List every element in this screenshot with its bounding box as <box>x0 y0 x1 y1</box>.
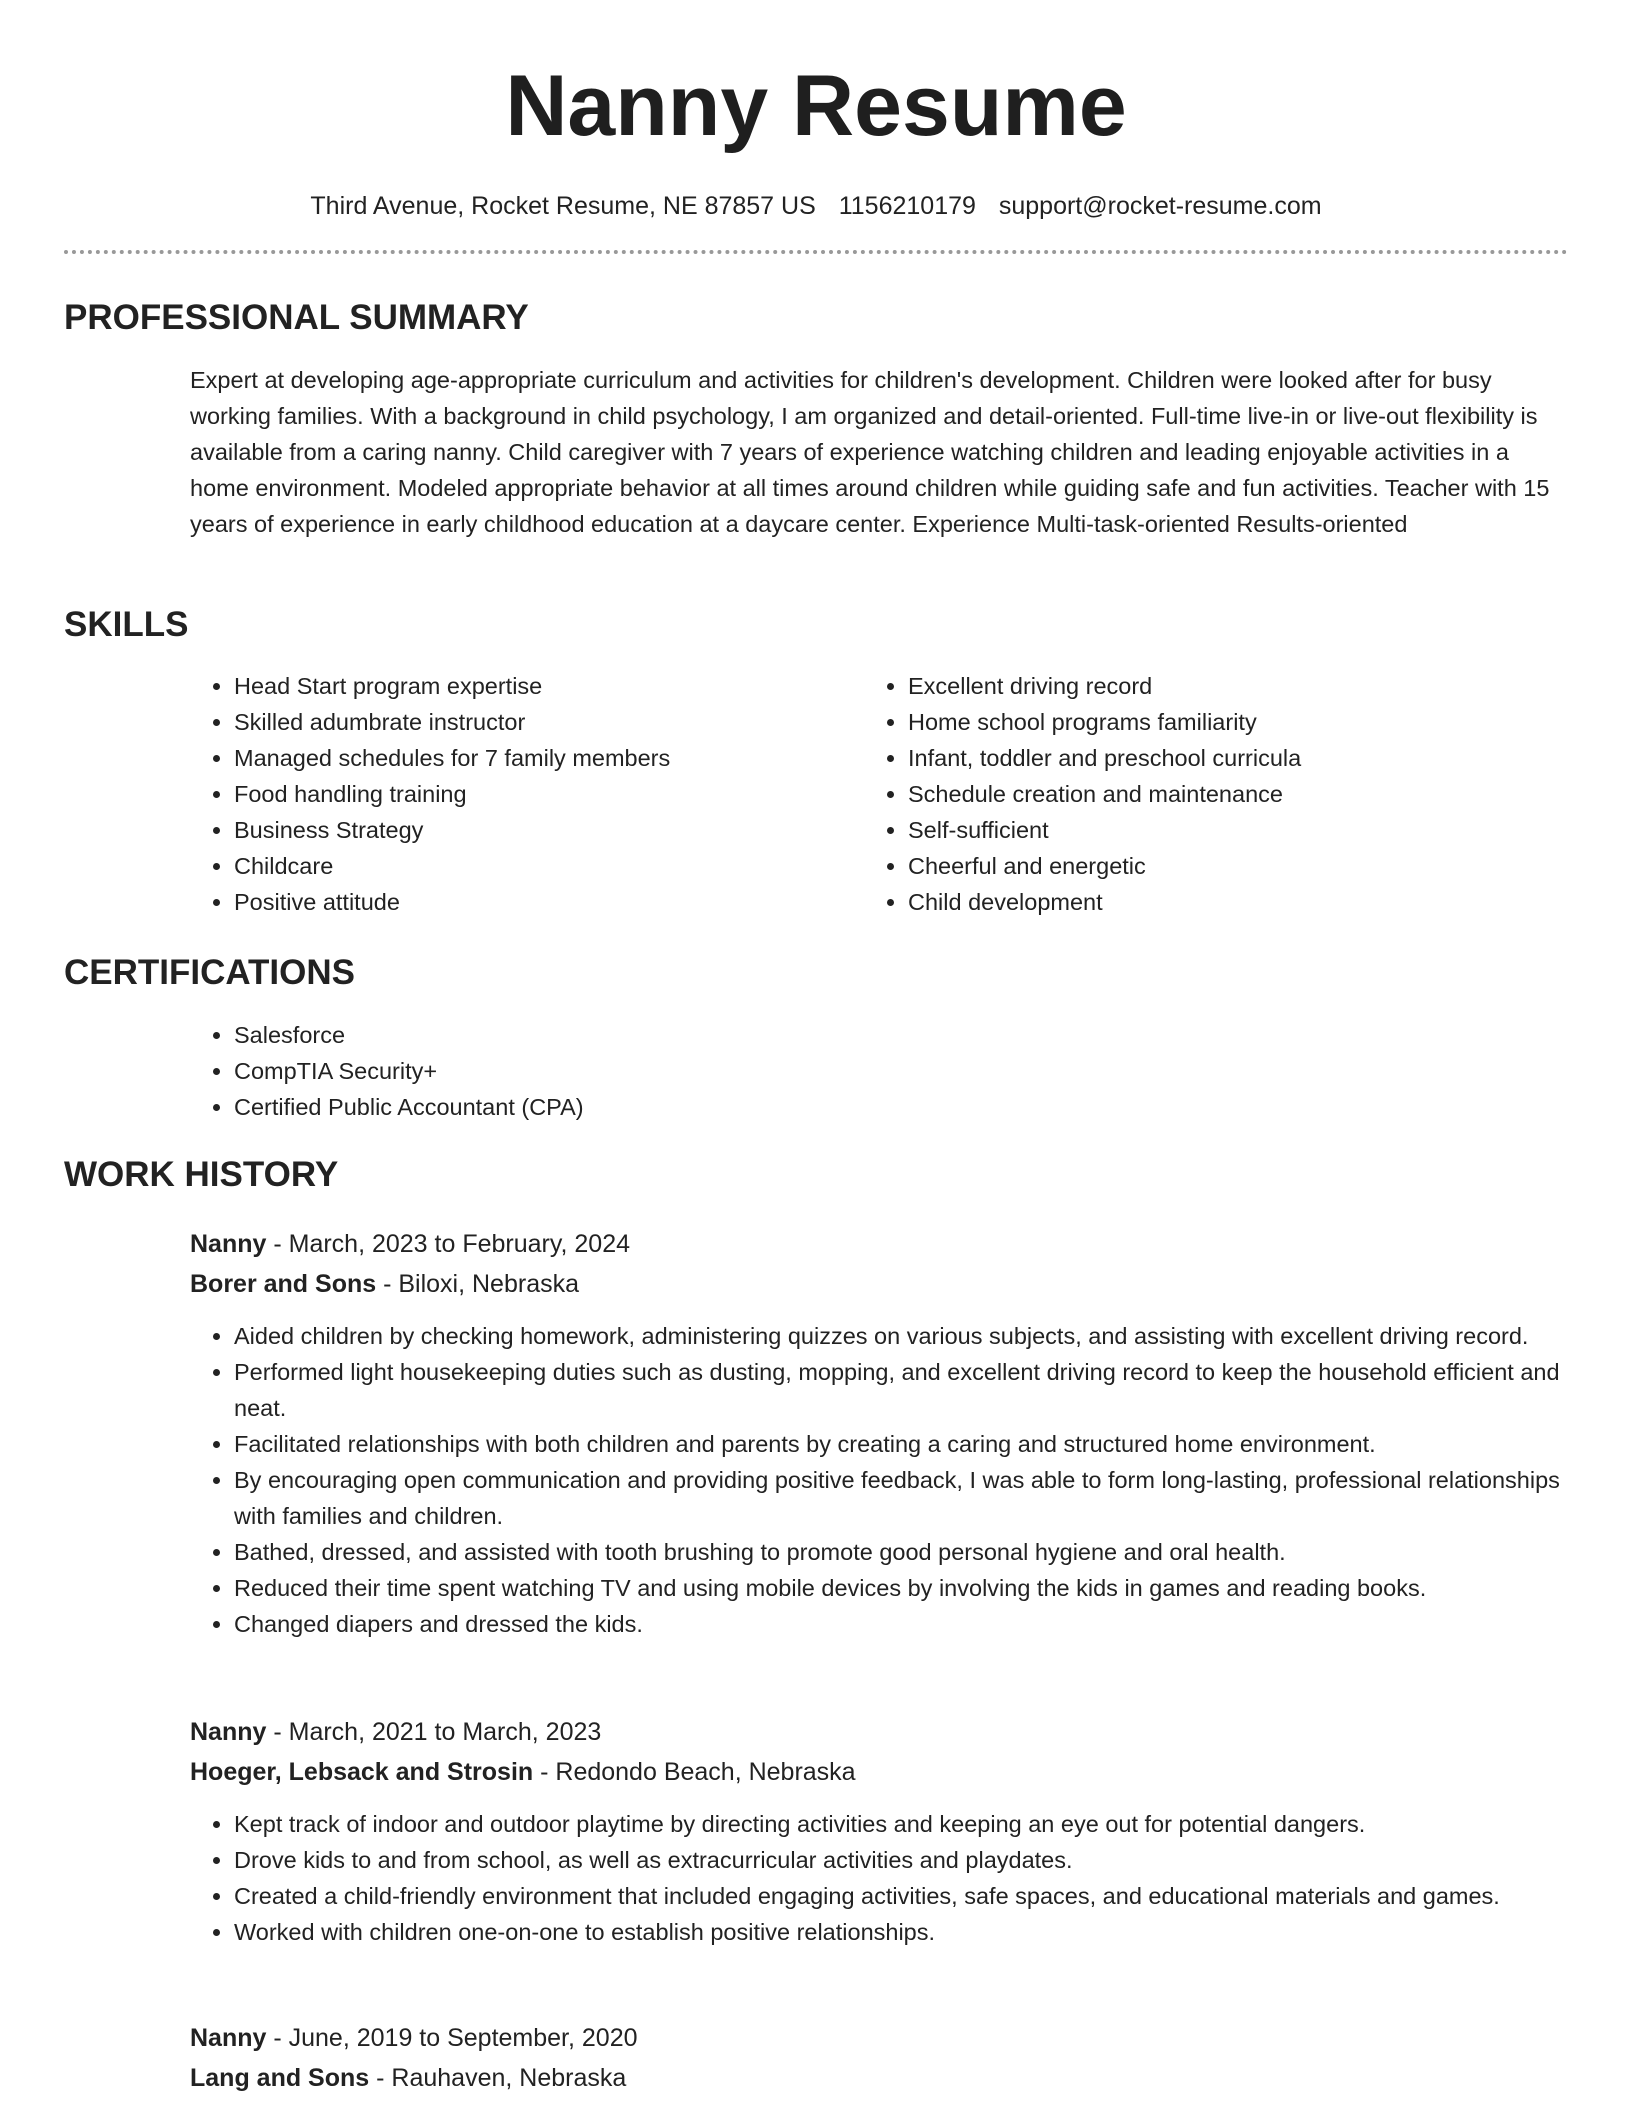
contact-address: Third Avenue, Rocket Resume, NE 87857 US <box>310 192 816 220</box>
job-role: Nanny <box>190 1718 267 1746</box>
job-bullet: • Kept track of indoor and outdoor playtime by directing activities and keeping an eye out for potential dangers. <box>234 1806 1570 1842</box>
job-location: Redondo Beach, Nebraska <box>555 1758 856 1786</box>
certifications-list <box>190 1017 1190 1125</box>
skill-item: • Infant, toddler and preschool curricula <box>908 740 1564 776</box>
skill-item: • Food handling training <box>234 776 830 812</box>
skill-item: • Child development <box>908 884 1564 920</box>
job-bullet: • Created a child-friendly environment that included engaging activities, safe spaces, and educational materials and games. <box>234 1878 1570 1914</box>
contact-email: support@rocket-resume.com <box>998 192 1322 220</box>
job-title-line: Nanny - June, 2019 to September, 2020 <box>190 2024 638 2052</box>
job-dates: March, 2021 to March, 2023 <box>288 1718 602 1746</box>
section-title-summary: PROFESSIONAL SUMMARY <box>64 298 529 337</box>
job-bullet: • Drove kids to and from school, as well as extracurricular activities and playdates. <box>234 1842 1570 1878</box>
summary-text: Expert at developing age-appropriate curriculum and activities for children's development. Children were looked after for busy working families. With a background in child psychology, I am organized and detail-oriented. Full-time live-in or live-out flexibility is available from a caring nanny. Child caregiver with 7 years of experience watching children and leading enjoyable activities in a home environment. Modeled appropriate behavior at all times around children while guiding safe and fun activities. Teacher with 15 years of experience in early childhood education at a daycare center. Experience Multi-task-oriented Results-oriented <box>190 367 1550 537</box>
job-role: Nanny <box>190 1230 267 1258</box>
resume-name: Nanny Resume <box>505 58 1127 154</box>
job-bullet: • Bathed, dressed, and assisted with tooth brushing to promote good personal hygiene and oral health. <box>234 1534 1570 1570</box>
skills-right-column <box>864 668 1564 920</box>
job-bullet: • Worked with children one-on-one to establish positive relationships. <box>234 1914 1570 1950</box>
skills-left-column <box>190 668 830 920</box>
section-title-skills: SKILLS <box>64 605 189 644</box>
job-company: Hoeger, Lebsack and Strosin <box>190 1758 534 1786</box>
contact-phone: 1156210179 <box>838 192 976 220</box>
job-bullet: • Reduced their time spent watching TV and using mobile devices by involving the kids in games and reading books. <box>234 1570 1570 1606</box>
job-company: Borer and Sons <box>190 1270 377 1298</box>
contact-line <box>0 190 1632 222</box>
job-bullet: • Aided children by checking homework, administering quizzes on various subjects, and assisting with excellent driving record. <box>234 1318 1570 1354</box>
job-bullets <box>190 1318 1570 1642</box>
skill-item: • Managed schedules for 7 family members <box>234 740 830 776</box>
job-company-line: Hoeger, Lebsack and Strosin - Redondo Beach, Nebraska <box>190 1758 856 1786</box>
skill-item: • Cheerful and energetic <box>908 848 1564 884</box>
certification-item: • Certified Public Accountant (CPA) <box>234 1089 1190 1125</box>
section-title-work-history: WORK HISTORY <box>64 1155 339 1194</box>
skill-item: • Schedule creation and maintenance <box>908 776 1564 812</box>
job-title-line: Nanny - March, 2023 to February, 2024 <box>190 1230 631 1258</box>
skill-item: • Head Start program expertise <box>234 668 830 704</box>
skill-item: • Skilled adumbrate instructor <box>234 704 830 740</box>
job-location: Biloxi, Nebraska <box>398 1270 580 1298</box>
job-title-line: Nanny - March, 2021 to March, 2023 <box>190 1718 602 1746</box>
job-dates: March, 2023 to February, 2024 <box>288 1230 631 1258</box>
certification-item: • CompTIA Security+ <box>234 1053 1190 1089</box>
job-company-line: Borer and Sons - Biloxi, Nebraska <box>190 1270 580 1298</box>
skill-item: • Home school programs familiarity <box>908 704 1564 740</box>
job-dates: June, 2019 to September, 2020 <box>288 2024 638 2052</box>
skill-item: • Childcare <box>234 848 830 884</box>
resume-header <box>0 0 1632 222</box>
skill-item: • Positive attitude <box>234 884 830 920</box>
skill-item: • Business Strategy <box>234 812 830 848</box>
job-company-line: Lang and Sons - Rauhaven, Nebraska <box>190 2064 627 2092</box>
job-role: Nanny <box>190 2024 267 2052</box>
skill-item: • Self-sufficient <box>908 812 1564 848</box>
certification-item: • Salesforce <box>234 1017 1190 1053</box>
section-title-certifications: CERTIFICATIONS <box>64 953 356 992</box>
job-bullets <box>190 1806 1570 1950</box>
skill-item: • Excellent driving record <box>908 668 1564 704</box>
job-bullet: • Changed diapers and dressed the kids. <box>234 1606 1570 1642</box>
job-location: Rauhaven, Nebraska <box>391 2064 627 2092</box>
job-bullet: • Performed light housekeeping duties such as dusting, mopping, and excellent driving record to keep the household efficient and neat. <box>234 1354 1570 1426</box>
job-company: Lang and Sons <box>190 2064 370 2092</box>
job-bullet: • By encouraging open communication and providing positive feedback, I was able to form long-lasting, professional relationships with families and children. <box>234 1462 1570 1534</box>
header-divider <box>64 250 1568 254</box>
job-bullet: • Facilitated relationships with both children and parents by creating a caring and structured home environment. <box>234 1426 1570 1462</box>
